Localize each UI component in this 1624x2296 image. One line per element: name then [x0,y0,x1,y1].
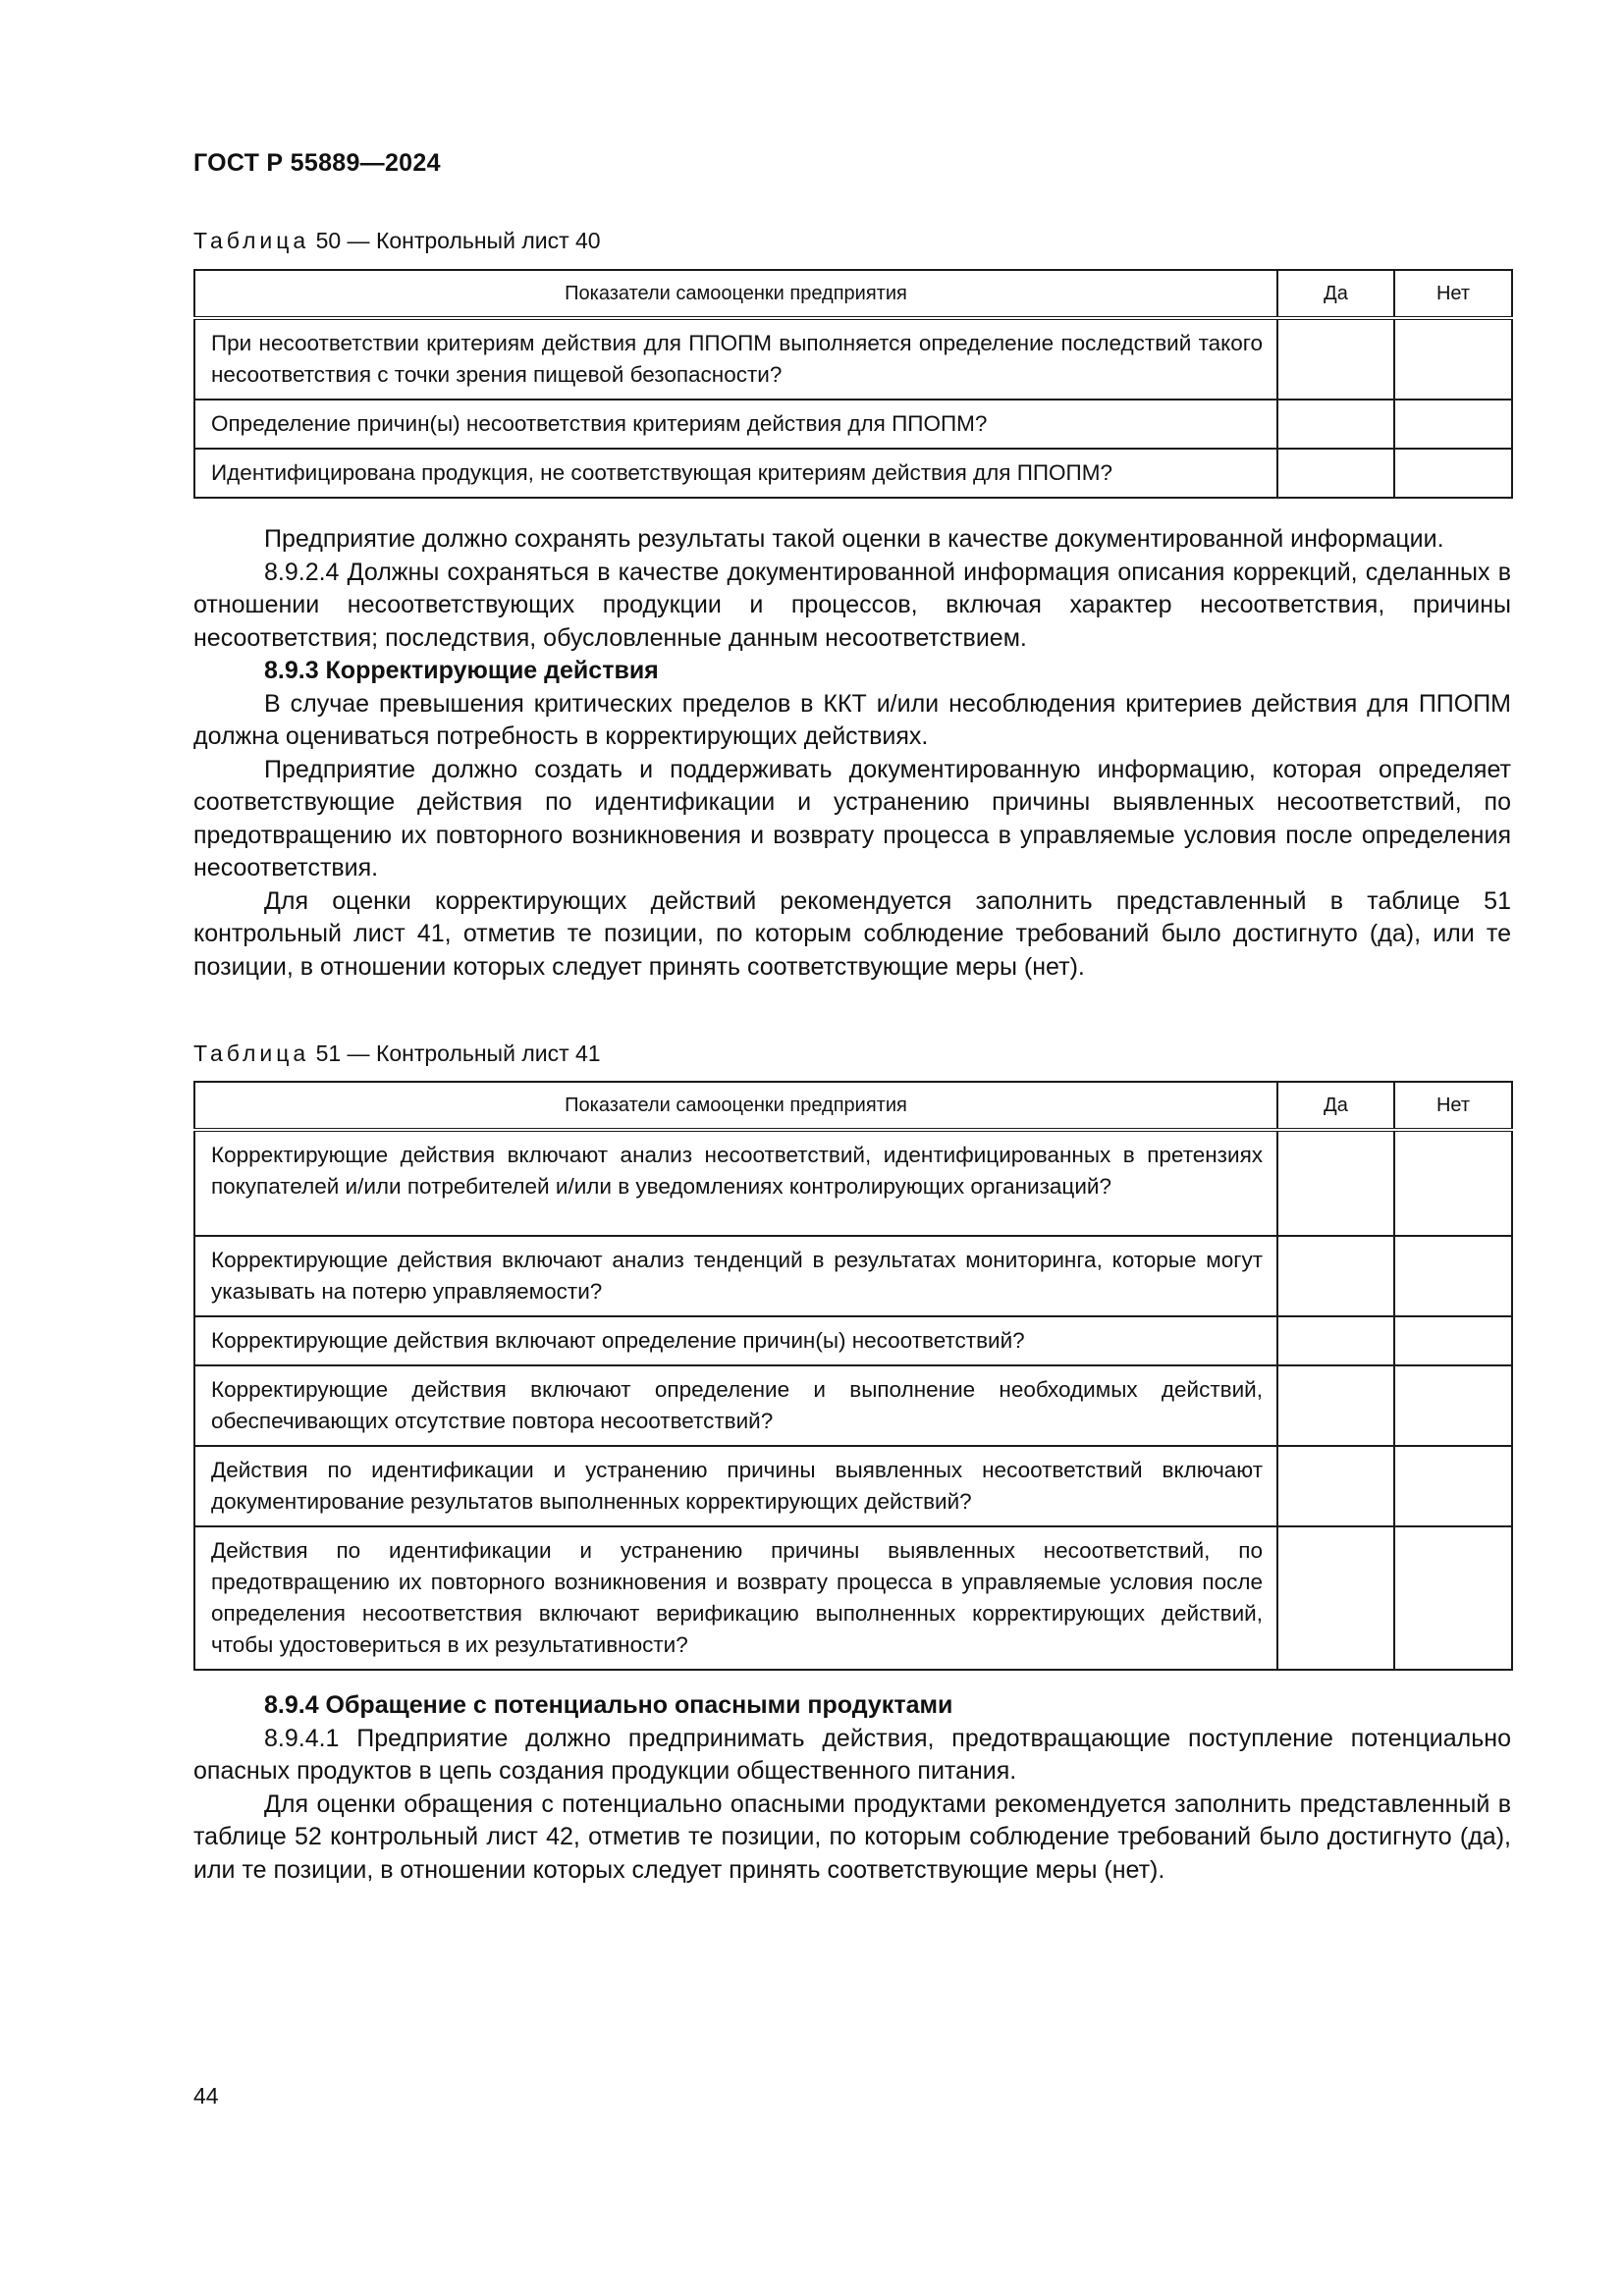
question-cell: Определение причин(ы) несоответствия критериям действия для ППОПМ? [194,400,1277,449]
paragraph: В случае превышения критических пределов в ККТ и/или несоблюдения критериев действия для ППОПМ должна оцениваться потребность в корректирующих действиях. [193,689,1511,750]
table-header-row [194,1082,1512,1130]
table-51-caption [193,1041,601,1067]
no-answer-cell[interactable] [1394,1365,1512,1446]
question-cell: Действия по идентификации и устранению причины выявленных несоответствий, по предотвращению их повторного возникновения и возврату процесса в управляемые условия после определения несоответствия включают верификацию выполненных корректирующих действий, чтобы удостовериться в их результативности? [194,1526,1277,1670]
no-answer-cell[interactable] [1394,318,1512,400]
no-answer-cell[interactable] [1394,400,1512,449]
no-answer-cell[interactable] [1394,1236,1512,1316]
page-number: 44 [193,2083,219,2109]
table-row [194,1316,1512,1365]
question-cell: Действия по идентификации и устранению причины выявленных несоответствий включают документирование результатов выполненных корректирующих действий? [194,1446,1277,1526]
section-heading-8-9-4: 8.9.4 Обращение с потенциально опасными продуктами [264,1691,953,1719]
table-row [194,400,1512,449]
column-header-no: Нет [1394,1082,1512,1130]
column-header-yes: Да [1277,270,1394,318]
question-cell: Корректирующие действия включают анализ тенденций в результатах мониторинга, которые могут указывать на потерю управляемости? [194,1236,1277,1316]
question-cell: Корректирующие действия включают определение причин(ы) несоответствий? [194,1316,1277,1365]
table-row [194,318,1512,400]
no-answer-cell[interactable] [1394,1446,1512,1526]
yes-answer-cell[interactable] [1277,449,1394,498]
table-row [194,1130,1512,1236]
question-cell: Корректирующие действия включают анализ несоответствий, идентифицированных в претензиях покупателей и/или потребителей и/или в уведомлениях контролирующих организаций? [194,1130,1277,1236]
table-51-caption-prefix: Таблица [193,1041,310,1066]
paragraph: 8.9.4.1 Предприятие должно предпринимать действия, предотвращающие поступление потенциально опасных продуктов в цепь создания продукции общественного питания. [193,1724,1511,1785]
table-50-caption-rest: 50 — Контрольный лист 40 [315,228,601,253]
table-row [194,1446,1512,1526]
no-answer-cell[interactable] [1394,1526,1512,1670]
no-answer-cell[interactable] [1394,1316,1512,1365]
table-row [194,1236,1512,1316]
table-row [194,1526,1512,1670]
table-row [194,1365,1512,1446]
paragraph: 8.9.2.4 Должны сохраняться в качестве документированной информация описания коррекций, сделанных в отношении несоответствующих продукции и процессов, включая характер несоответствия, причины несоответствия; последствия, обусловленные данным несоответствием. [193,558,1511,652]
no-answer-cell[interactable] [1394,449,1512,498]
column-header-no: Нет [1394,270,1512,318]
column-header-indicators: Показатели самооценки предприятия [194,1082,1277,1130]
paragraph: Предприятие должно создать и поддерживать документированную информацию, которая определяет соответствующие действия по идентификации и устранению причины выявленных несоответствий, по предотвращению их повторного возникновения и возврату процесса в управляемые условия после определения несоответствия. [193,755,1511,881]
paragraph: Предприятие должно сохранять результаты такой оценки в качестве документированной информации. [264,525,1444,553]
question-cell: Идентифицирована продукция, не соответствующая критериям действия для ППОПМ? [194,449,1277,498]
question-cell: Корректирующие действия включают определение и выполнение необходимых действий, обеспечивающих отсутствие повтора несоответствий? [194,1365,1277,1446]
yes-answer-cell[interactable] [1277,1236,1394,1316]
yes-answer-cell[interactable] [1277,1316,1394,1365]
table-50-caption [193,228,601,254]
column-header-indicators: Показатели самооценки предприятия [194,270,1277,318]
yes-answer-cell[interactable] [1277,1526,1394,1670]
table-50-caption-prefix: Таблица [193,228,310,253]
table-51-caption-rest: 51 — Контрольный лист 41 [315,1041,601,1066]
column-header-yes: Да [1277,1082,1394,1130]
no-answer-cell[interactable] [1394,1130,1512,1236]
checklist-table-51 [193,1081,1513,1671]
question-cell: При несоответствии критериям действия для ППОПМ выполняется определение последствий такого несоответствия с точки зрения пищевой безопасности? [194,318,1277,400]
paragraph: Для оценки обращения с потенциально опасными продуктами рекомендуется заполнить представленный в таблице 52 контрольный лист 42, отметив те позиции, по которым соблюдение требований было достигнуто (да), или те позиции, в отношении которых следует принять соответствующие меры (нет). [193,1789,1511,1884]
yes-answer-cell[interactable] [1277,400,1394,449]
yes-answer-cell[interactable] [1277,1130,1394,1236]
table-header-row [194,270,1512,318]
document-code: ГОСТ Р 55889—2024 [193,149,441,177]
yes-answer-cell[interactable] [1277,318,1394,400]
yes-answer-cell[interactable] [1277,1446,1394,1526]
paragraph: Для оценки корректирующих действий рекомендуется заполнить представленный в таблице 51 контрольный лист 41, отметив те позиции, по которым соблюдение требований было достигнуто (да), или те позиции, в отношении которых следует принять соответствующие меры (нет). [193,886,1511,981]
table-row [194,449,1512,498]
section-heading-8-9-3: 8.9.3 Корректирующие действия [264,657,659,684]
yes-answer-cell[interactable] [1277,1365,1394,1446]
checklist-table-50 [193,269,1513,499]
body-text-section-2 [193,1689,1511,1887]
body-text-section-1 [193,523,1511,984]
